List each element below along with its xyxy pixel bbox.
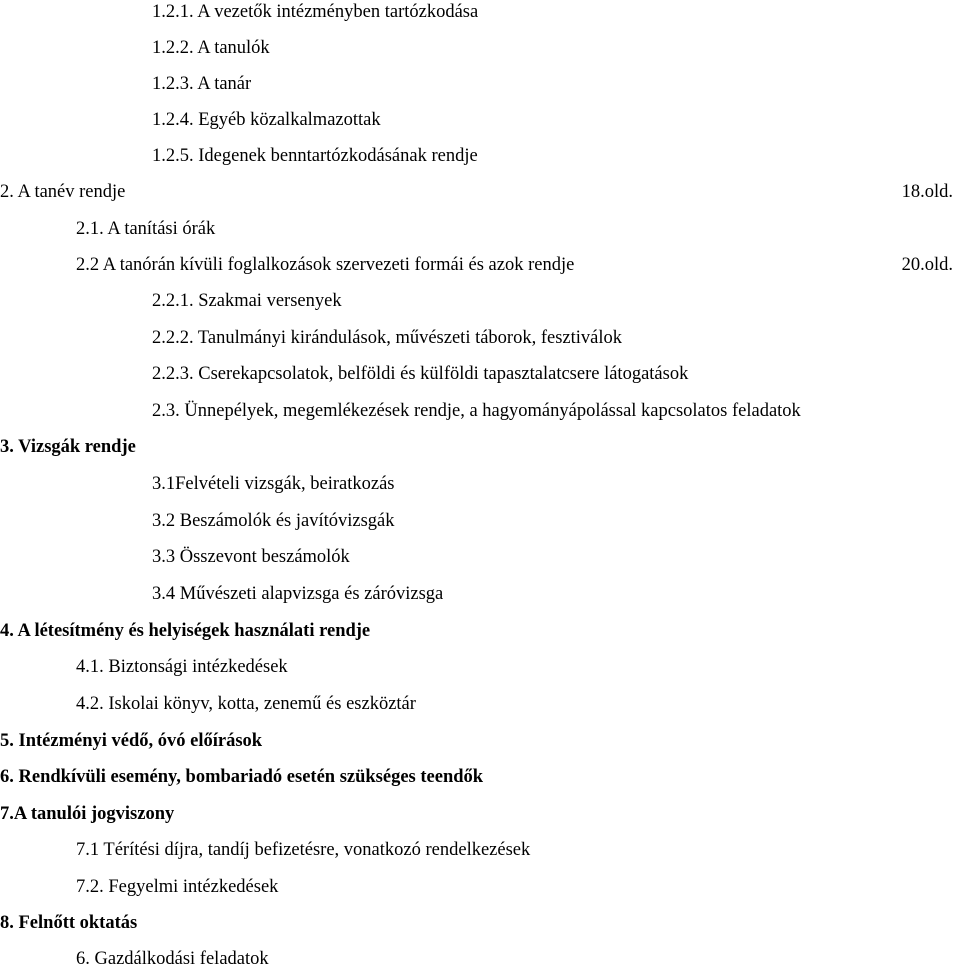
toc-item-4: 4. A létesítmény és helyiségek használati rendje — [0, 621, 371, 641]
toc-item-1-2-3: 1.2.3. A tanár — [152, 74, 252, 94]
toc-item-4-1: 4.1. Biztonsági intézkedések — [76, 657, 288, 677]
toc-item-2-1: 2.1. A tanítási órák — [76, 219, 216, 239]
toc-item-3-3: 3.3 Összevont beszámolók — [152, 547, 350, 567]
toc-item-2-2-3: 2.2.3. Cserekapcsolatok, belföldi és külföldi tapasztalatcsere látogatások — [152, 364, 689, 384]
toc-item-6-gazdalkodas: 6. Gazdálkodási feladatok — [76, 949, 269, 969]
toc-item-8: 8. Felnőtt oktatás — [0, 913, 138, 933]
toc-item-2-2: 2.2 A tanórán kívüli foglalkozások szervezeti formái és azok rendje — [76, 255, 575, 275]
toc-item-7-1: 7.1 Térítési díjra, tandíj befizetésre, vonatkozó rendelkezések — [76, 840, 531, 860]
toc-item-3-4: 3.4 Művészeti alapvizsga és záróvizsga — [152, 584, 444, 604]
toc-item-2-2-1: 2.2.1. Szakmai versenyek — [152, 291, 342, 311]
toc-item-7: 7.A tanulói jogviszony — [0, 804, 175, 824]
toc-item-1-2-2: 1.2.2. A tanulók — [152, 38, 270, 58]
toc-item-1-2-1: 1.2.1. A vezetők intézményben tartózkodása — [152, 2, 479, 22]
toc-item-7-2: 7.2. Fegyelmi intézkedések — [76, 877, 279, 897]
toc-item-3-2: 3.2 Beszámolók és javítóvizsgák — [152, 511, 395, 531]
toc-item-6: 6. Rendkívüli esemény, bombariadó esetén szükséges teendők — [0, 767, 484, 787]
toc-item-2-2-page: 20.old. — [901, 255, 953, 275]
toc-item-1-2-4: 1.2.4. Egyéb közalkalmazottak — [152, 110, 381, 130]
toc-item-3: 3. Vizsgák rendje — [0, 437, 136, 457]
toc-item-1-2-5: 1.2.5. Idegenek benntartózkodásának rendje — [152, 146, 478, 166]
toc-item-2: 2. A tanév rendje — [0, 182, 126, 202]
toc-item-2-3: 2.3. Ünnepélyek, megemlékezések rendje, a hagyományápolással kapcsolatos feladatok — [152, 401, 801, 421]
toc-item-2-page: 18.old. — [901, 182, 953, 202]
toc-item-4-2: 4.2. Iskolai könyv, kotta, zenemű és eszköztár — [76, 694, 416, 714]
toc-item-2-2-2: 2.2.2. Tanulmányi kirándulások, művészeti táborok, fesztiválok — [152, 328, 623, 348]
toc-item-3-1: 3.1Felvételi vizsgák, beiratkozás — [152, 474, 395, 494]
toc-item-5: 5. Intézményi védő, óvó előírások — [0, 731, 263, 751]
